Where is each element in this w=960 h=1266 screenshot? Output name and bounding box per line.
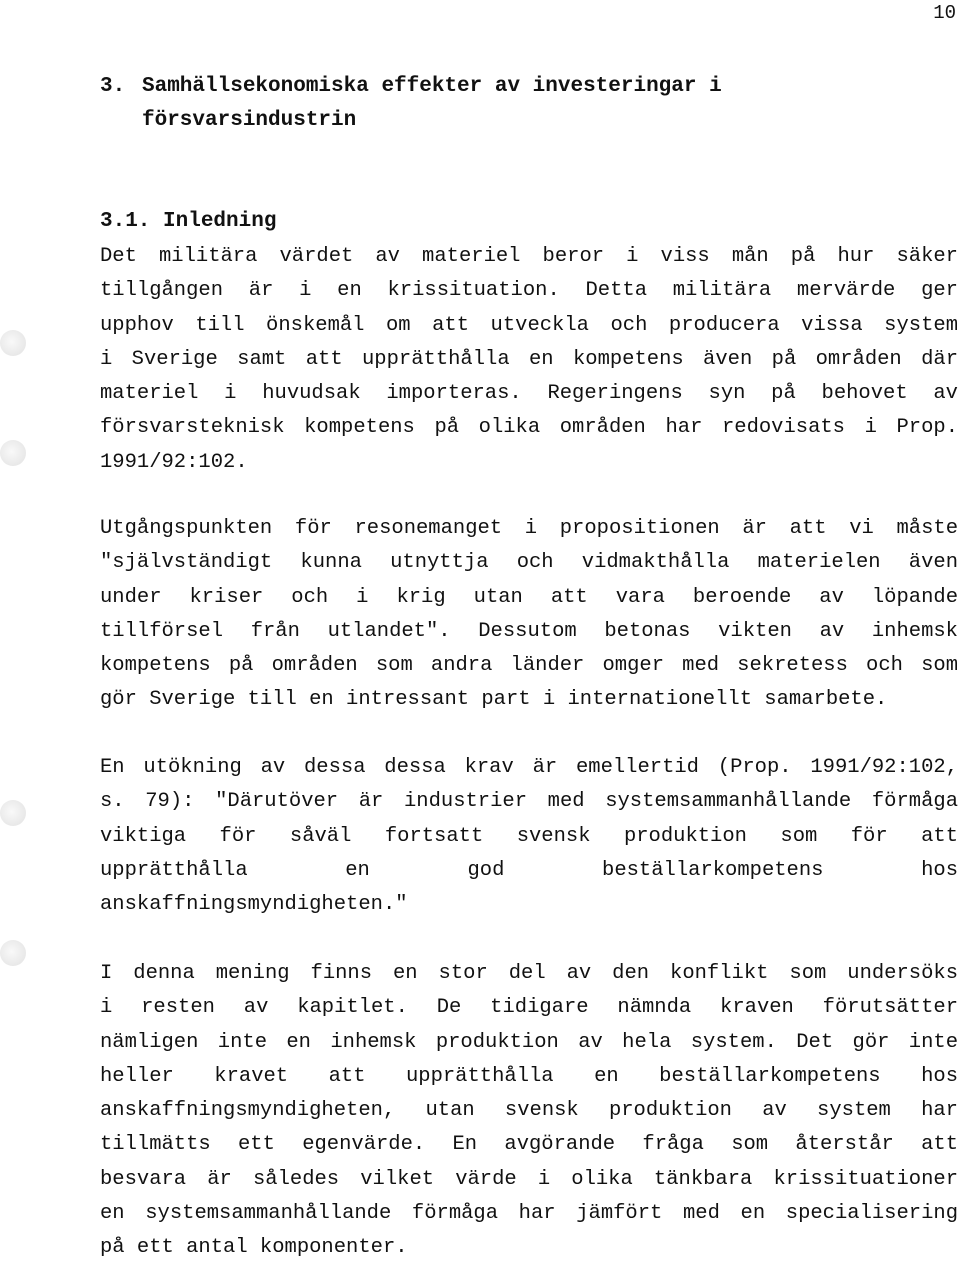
text-line: anskaffningsmyndigheten, utan svensk produktion av system har — [100, 1099, 958, 1123]
text-line: upphov till önskemål om att utveckla och producera vissa system — [100, 313, 958, 337]
text-line: i Sverige samt att upprätthålla en kompetens även på områden där — [100, 347, 958, 371]
text-line: besvara är således vilket värde i olika tänkbara krissituationer — [100, 1167, 958, 1191]
text-line: 1991/92:102. — [100, 450, 248, 474]
text-line: I denna mening finns en stor del av den konflikt som undersöks — [100, 962, 958, 985]
chapter-title-line-1: Samhällsekonomiska effekter av investeringar i — [142, 75, 722, 98]
paragraph-1 — [100, 240, 958, 480]
text-line: gör Sverige till en intressant part i internationellt samarbete. — [100, 688, 888, 712]
paragraph-2 — [100, 512, 958, 718]
text-line: tillgången är i en krissituation. Detta militära mervärde ger — [100, 279, 958, 303]
text-line: heller kravet att upprätthålla en beställarkompetens hos — [100, 1064, 958, 1088]
punch-hole-mark — [0, 800, 26, 826]
text-line: "självständigt kunna utnyttja och vidmakthålla materielen även — [100, 551, 958, 575]
page-number: 10 — [933, 2, 956, 24]
text-line: Det militära värdet av materiel beror i viss mån på hur säker — [100, 245, 958, 268]
text-line: s. 79): "Därutöver är industrier med systemsammanhållande förmåga — [100, 790, 958, 814]
text-line: i resten av kapitlet. De tidigare nämnda kraven förutsätter — [100, 996, 958, 1020]
text-line: en systemsammanhållande förmåga har jämfört med en specialisering — [100, 1202, 958, 1226]
text-line: tillförsel från utlandet". Dessutom betonas vikten av inhemsk — [100, 619, 958, 643]
text-line: försvarsteknisk kompetens på olika områden har redovisats i Prop. — [100, 416, 958, 440]
paragraph-3 — [100, 751, 958, 922]
text-line: på ett antal komponenter. — [100, 1236, 408, 1260]
text-line: Utgångspunkten för resonemanget i propositionen är att vi måste — [100, 517, 958, 540]
punch-hole-mark — [0, 440, 26, 466]
text-line: kompetens på områden som andra länder omger med sekretess och som — [100, 654, 958, 678]
chapter-title-line-2: försvarsindustrin — [142, 109, 357, 132]
text-line: viktiga för såväl fortsatt svensk produktion som för att — [100, 824, 958, 848]
text-line: under kriser och i krig utan att vara beroende av löpande — [100, 585, 958, 609]
chapter-heading — [100, 70, 920, 138]
chapter-number: 3. — [100, 75, 126, 98]
text-line: nämligen inte en inhemsk produktion av hela system. Det gör inte — [100, 1030, 958, 1054]
section-heading: 3.1. Inledning — [100, 210, 277, 233]
paragraph-4 — [100, 957, 958, 1266]
text-line: En utökning av dessa dessa krav är emellertid (Prop. 1991/92:102, — [100, 756, 958, 779]
text-line: materiel i huvudsak importeras. Regeringens syn på behovet av — [100, 382, 958, 406]
text-line: tillmätts ett egenvärde. En avgörande fråga som återstår att — [100, 1133, 958, 1157]
text-line: anskaffningsmyndigheten." — [100, 893, 408, 917]
punch-hole-mark — [0, 330, 26, 356]
punch-hole-mark — [0, 940, 26, 966]
text-line: upprätthålla en god beställarkompetens hos — [100, 858, 958, 882]
